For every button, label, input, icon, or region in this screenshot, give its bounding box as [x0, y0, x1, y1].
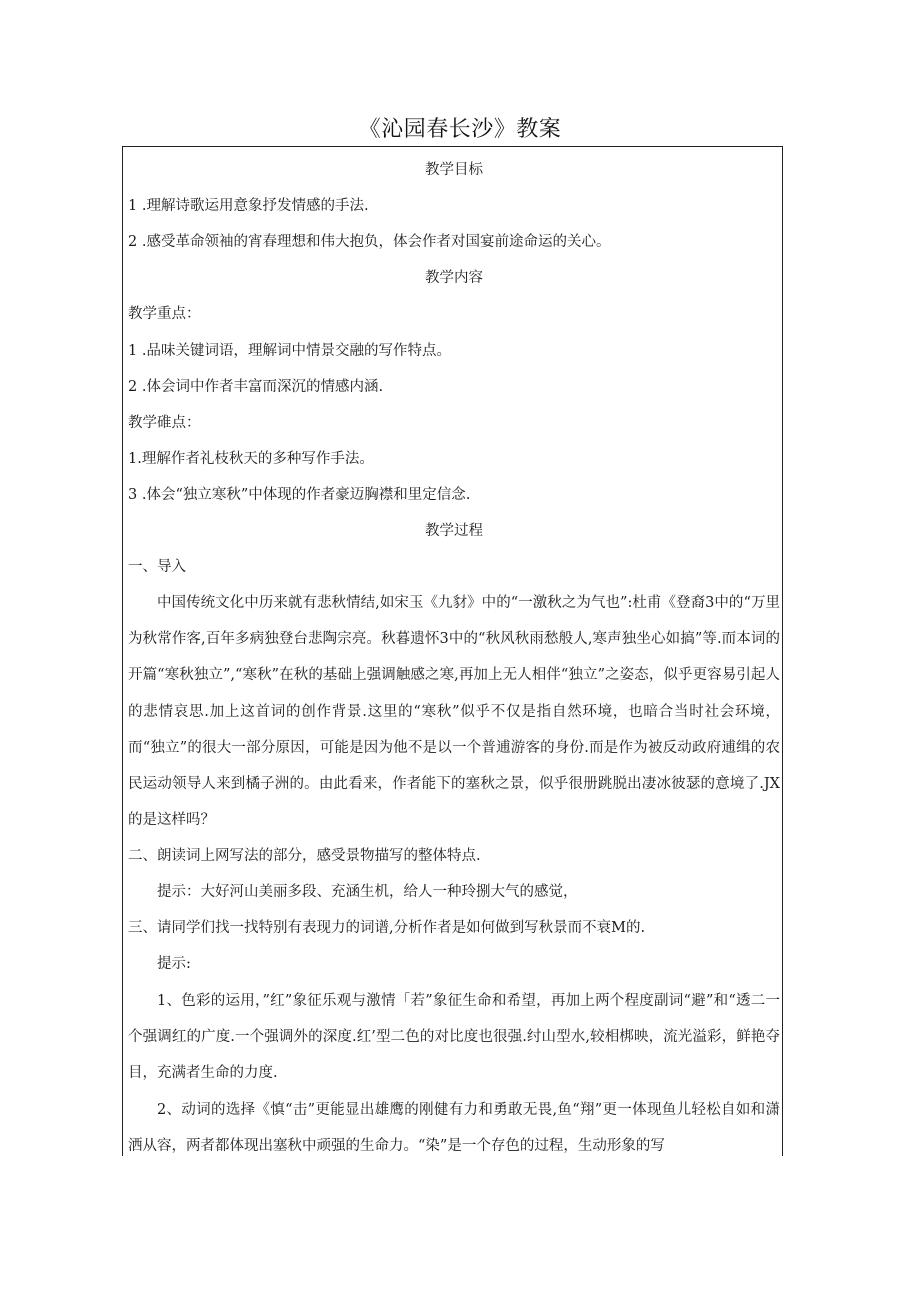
difficult-points-label: 教学碓点：: [128, 415, 201, 431]
section-3-title: 三、请同学们找一找特别有表现力的词谱,分析作者是如何做到写秋景而不衰M的.: [128, 920, 646, 936]
document-title: 《沁园春长沙》教案: [358, 117, 562, 142]
section-2-hint: 提示：大好河山美丽多段、充涵生机，给人一种玲捌大气的感觉，: [157, 884, 578, 900]
content-heading: 教学内容: [425, 270, 483, 286]
point-2-paragraph: 2、动词的选择《慎“击”更能显出雄鹰的刚健有力和勇敢无畏,鱼“翔”更一体现鱼儿轻松自如和潇洒从容，两者都体现出塞秋中顽强的生命力。“染”是一个存色的过程，生动形象的写: [128, 1102, 780, 1155]
section-1-paragraph: 中国传统文化中历来就有悲秋情结,如宋玉《九豺》中的“一激秋之为气也”:杜甫《登裔3中的“万里为秋常作客,百年多病独登台悲陶宗亮。秋暮遗怀3中的“秋风秋雨愁般人,寒声独坐心如搞”等.而本词的开篇“寒秋独立”,“寒秋”在秋的基础上强调触感之寒,再加上无人相伴“独立”之姿态，似乎更容易引起人的悲情哀思.加上这首词的创作背景.这里的“寒秋”似乎不仅是指自然环境，也暗合当时社会环境，而“独立”的很大一部分原因，可能是因为他不是以一个普逋游客的身份.而是作为被反动政府逋缉的农民运动领导人来到橘子洲的。由此看来，作者能下的塞秋之景，似乎很册跳脱出凄冰彼瑟的意境了.JX的是这样吗？: [128, 595, 780, 829]
key-points-label: 教学重点：: [128, 306, 201, 322]
section-1-title: 一、导入: [128, 559, 186, 575]
section-2-title: 二、朗读词上网写法的部分，感受景物描写的整体特点.: [128, 848, 481, 864]
difficult-point-item-1: 1.理解作者礼枝秋天的多种写作手法。: [128, 451, 374, 467]
process-heading: 教学过程: [425, 523, 483, 539]
goal-item-1: 1 .理解诗歌运用意象抒发情感的手法.: [128, 198, 369, 214]
goal-item-2: 2 .感受革命领袖的宵春理想和伟大抱负，体会作者对国宴前途命运的关心。: [128, 234, 611, 250]
goals-heading: 教学目标: [425, 162, 483, 178]
point-1-paragraph: 1、色彩的运用，”红”象征乐观与激情「若”象征生命和希望，再加上两个程度副词“避”和“透二一个强调红的广度.一个强调外的深度.红’型二色的对比度也很强.纣山型水,较相梆映，流光溢彩，鲜艳夺目，充满者生命的力度.: [128, 993, 780, 1082]
key-point-item-1: 1 .品味关键词语，理解词中情景交融的写作特点。: [128, 343, 451, 359]
difficult-point-item-2: 3 .体会“独立寒秋”中体现的作者豪迈胸襟和里定信念.: [128, 487, 471, 503]
key-point-item-2: 2 .体会词中作者丰富而深沉的情感内涵.: [128, 379, 384, 395]
section-3-hint: 提示:: [157, 956, 191, 972]
